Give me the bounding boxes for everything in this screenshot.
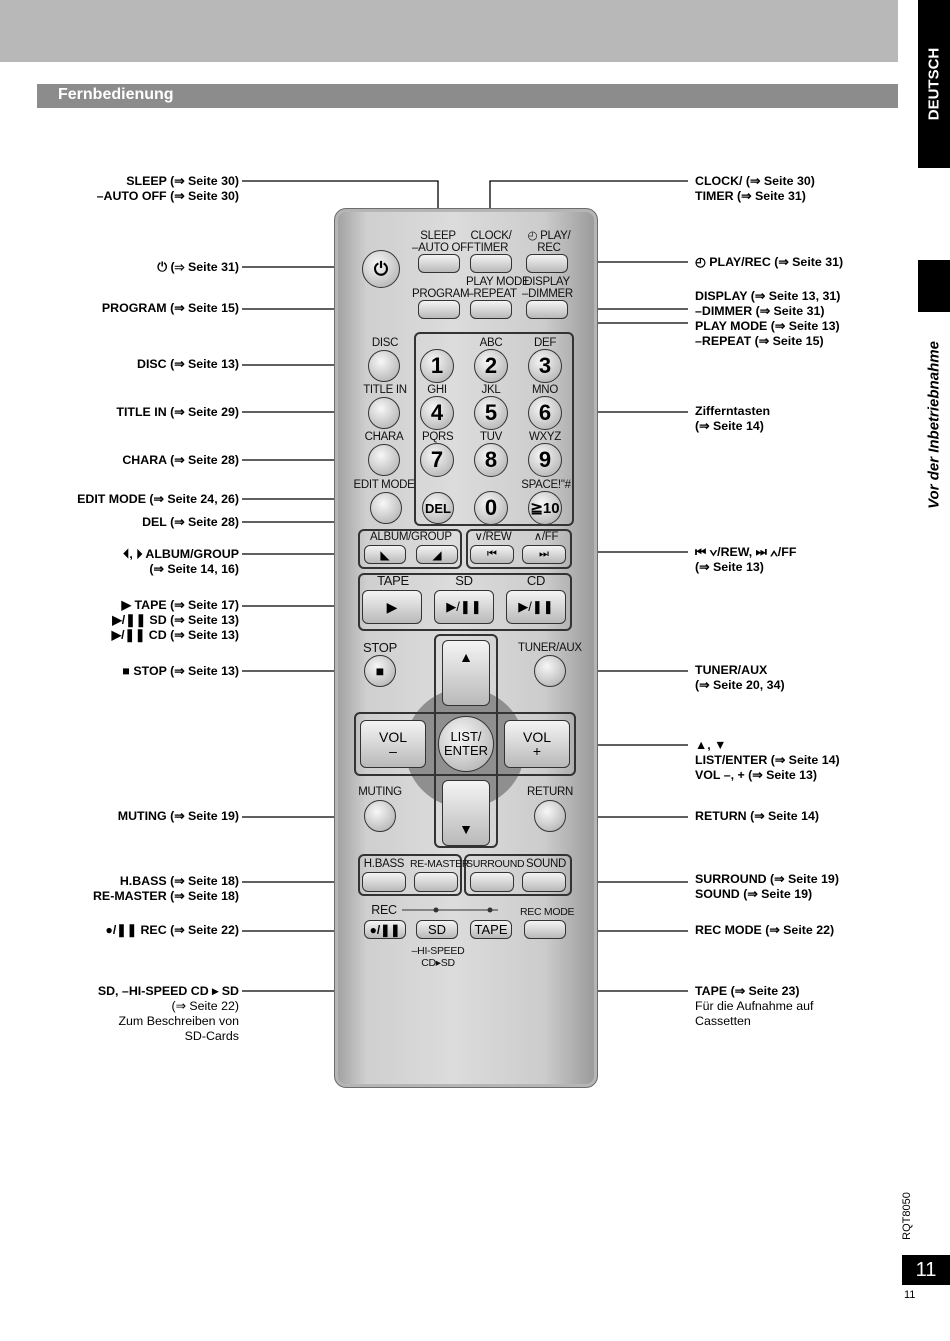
language-tab-label: DEUTSCH [925, 47, 943, 121]
stop-button[interactable] [364, 655, 396, 687]
vol-label: VOL [522, 729, 551, 745]
digit-0-button[interactable]: 0 [474, 491, 508, 525]
up-arrow-icon: ▲ [459, 649, 473, 665]
del-label: DEL [425, 500, 451, 516]
rec-button[interactable] [364, 920, 406, 939]
play-rec-button[interactable] [526, 254, 568, 273]
play-icon: ▶ [386, 598, 398, 615]
remote-label-chara: CHARA [364, 431, 404, 443]
doc-code-label: RQT8050 [901, 1192, 913, 1240]
callout-clock-timer: CLOCK/ (⇒ Seite 30) TIMER (⇒ Seite 31) [695, 174, 815, 203]
enter-label: ENTER [443, 743, 489, 758]
remote-label-program: PROGRAM [412, 288, 470, 300]
album-prev-button[interactable] [364, 545, 406, 564]
doc-code [895, 1190, 919, 1242]
callout-number-keys: Zifferntasten (⇒ Seite 14) [695, 404, 771, 433]
minus-label: – [389, 743, 397, 759]
list-enter-button[interactable] [438, 716, 494, 772]
letters-ghi: GHI [427, 384, 447, 396]
muting-button[interactable] [364, 800, 396, 832]
letters-def: DEF [533, 337, 557, 349]
callout-hbass: H.BASS (⇒ Seite 18) RE-MASTER (⇒ Seite 18) [92, 874, 239, 903]
callout-sleep: SLEEP (⇒ Seite 30) –AUTO OFF (⇒ Seite 30) [96, 174, 239, 203]
sound-button[interactable] [522, 872, 566, 892]
return-button[interactable] [534, 800, 566, 832]
letters-mno: MNO [532, 384, 558, 396]
sleep-button[interactable] [418, 254, 460, 273]
letters-abc: ABC [479, 337, 503, 349]
digit-6-button[interactable]: 6 [528, 396, 562, 430]
page-number-box: 11 [902, 1255, 950, 1285]
digit-2-button[interactable]: 2 [474, 349, 508, 383]
callout-arrows-vol: ▲, ▼ LIST/ENTER (⇒ Seite 14) VOL –, + (⇒ Seite 13) [695, 738, 840, 782]
down-button[interactable] [442, 780, 490, 846]
letters-jkl: JKL [481, 384, 501, 396]
callout-chara: CHARA (⇒ Seite 28) [122, 453, 239, 467]
tape-play-button[interactable] [362, 590, 422, 624]
callout-playback: ▶ TAPE (⇒ Seite 17) ▶/❚❚ SD (⇒ Seite 13) ▶/❚❚ CD (⇒ Seite 13) [111, 598, 239, 642]
skip-forward-icon: ⏭ [539, 548, 549, 560]
chara-button[interactable] [368, 444, 400, 476]
program-button[interactable] [418, 300, 460, 319]
play-pause-icon: ▶/❚❚ [518, 599, 554, 614]
remote-label-edit-mode: EDIT MODE [353, 479, 415, 491]
callout-rec-mode: REC MODE (⇒ Seite 22) [695, 923, 835, 937]
remote-label-remaster: RE-MASTER [410, 858, 470, 870]
tuner-aux-button[interactable] [534, 655, 566, 687]
power-icon: ⏻ [373, 258, 389, 279]
digit-1-button[interactable]: 1 [420, 349, 454, 383]
display-button[interactable] [526, 300, 568, 319]
callout-skip: ⏮ ∨/REW, ⏭ ∧/FF (⇒ Seite 13) [695, 545, 797, 574]
callout-program: PROGRAM (⇒ Seite 15) [101, 301, 239, 315]
remaster-button[interactable] [414, 872, 458, 892]
edit-mode-button[interactable] [370, 492, 402, 524]
rec-pause-icon: ●/❚❚ [369, 922, 401, 937]
plus-label: + [532, 743, 542, 759]
power-button[interactable] [362, 250, 400, 288]
remote-label-rew: ∨/REW [474, 531, 512, 543]
play-mode-button[interactable] [470, 300, 512, 319]
callout-album-group: ⏴, ⏵ ALBUM/GROUP (⇒ Seite 14, 16) [123, 547, 239, 576]
remote-label-tape: TAPE [377, 573, 409, 588]
up-button[interactable] [442, 640, 490, 706]
ff-button[interactable] [522, 545, 566, 564]
digit-5-button[interactable]: 5 [474, 396, 508, 430]
album-next-icon: ◢ [432, 547, 442, 562]
list-label: LIST/ [450, 729, 482, 744]
callout-surround-sound: SURROUND (⇒ Seite 19) SOUND (⇒ Seite 19) [695, 872, 839, 901]
remote-label-muting: MUTING [358, 786, 402, 798]
callout-title-in: TITLE IN (⇒ Seite 29) [116, 405, 239, 419]
tape-rec-button[interactable] [470, 920, 512, 939]
callout-tuner-aux: TUNER/AUX (⇒ Seite 20, 34) [695, 663, 785, 692]
page-number-small: 11 [904, 1289, 916, 1301]
album-prev-icon: ◣ [380, 547, 390, 562]
vol-down-button[interactable] [360, 720, 426, 768]
del-button[interactable] [422, 492, 454, 524]
rew-button[interactable] [470, 545, 514, 564]
remote-label-play-mode: PLAY MODE –REPEAT [466, 276, 530, 300]
remote-label-cd: CD [526, 573, 546, 588]
remote-label-display: DISPLAY –DIMMER [522, 276, 573, 300]
callout-display-playmode: DISPLAY (⇒ Seite 13, 31) –DIMMER (⇒ Seite 31) PLAY MODE (⇒ Seite 13) –REPEAT (⇒ Seite 15) [695, 289, 841, 348]
digit-4-button[interactable]: 4 [420, 396, 454, 430]
surround-button[interactable] [470, 872, 514, 892]
down-arrow-icon: ▼ [459, 821, 473, 837]
digit-7-button[interactable]: 7 [420, 443, 454, 477]
remote-label-hbass: H.BASS [363, 858, 405, 870]
clock-timer-button[interactable] [470, 254, 512, 273]
callout-del: DEL (⇒ Seite 28) [142, 515, 239, 529]
remote-label-sd: SD [455, 573, 473, 588]
remote-label-ff: ∧/FF [533, 531, 559, 543]
remote-label-disc: DISC [371, 337, 399, 349]
remote-label-play-rec: ◴ PLAY/ REC [527, 230, 571, 254]
letters-pqrs: PQRS [422, 431, 454, 443]
remote-label-rec: REC [371, 903, 397, 917]
play-pause-icon: ▶/❚❚ [446, 599, 482, 614]
vol-label: VOL [378, 729, 407, 745]
remote-label-clock: CLOCK/ TIMER [470, 230, 512, 254]
letters-space: SPACE!"# [521, 479, 571, 491]
remote-label-stop: STOP [363, 640, 397, 655]
rec-mode-button[interactable] [524, 920, 566, 939]
callout-return: RETURN (⇒ Seite 14) [695, 809, 819, 823]
sd-rec-button[interactable] [416, 920, 458, 939]
callout-rec: ●/❚❚ REC (⇒ Seite 22) [105, 923, 239, 937]
callout-edit-mode: EDIT MODE (⇒ Seite 24, 26) [77, 492, 239, 506]
digit-10plus-button[interactable]: ≧10 [528, 491, 562, 525]
sd-play-pause-button[interactable] [434, 590, 494, 624]
section-title: Fernbedienung [58, 86, 174, 103]
title-in-button[interactable] [368, 397, 400, 429]
remote-label-hispeed: –HI-SPEED CD▸SD [411, 945, 465, 969]
digit-3-button[interactable]: 3 [528, 349, 562, 383]
callout-tape: TAPE (⇒ Seite 23) Für die Aufnahme auf Cassetten [695, 984, 814, 1028]
callout-play-rec: ◴ PLAY/REC (⇒ Seite 31) [695, 255, 844, 269]
remote-label-surround: SURROUND [466, 858, 525, 870]
disc-button[interactable] [368, 350, 400, 382]
remote-label-sleep: SLEEP –AUTO OFF [412, 230, 474, 254]
remote-label-album-group: ALBUM/GROUP [370, 531, 452, 543]
hbass-button[interactable] [362, 872, 406, 892]
rec-bracket [400, 904, 500, 916]
remote-label-return: RETURN [526, 786, 574, 798]
digit-9-button[interactable]: 9 [528, 443, 562, 477]
letters-tuv: TUV [479, 431, 503, 443]
stop-icon: ■ [375, 663, 385, 679]
vol-up-button[interactable] [504, 720, 570, 768]
skip-back-icon: ⏮ [487, 548, 497, 560]
album-next-button[interactable] [416, 545, 458, 564]
callout-disc: DISC (⇒ Seite 13) [137, 357, 239, 371]
remote-label-rec-mode: REC MODE [520, 906, 575, 918]
callout-stop: ■ STOP (⇒ Seite 13) [122, 664, 239, 678]
callout-power: ⏻ (⇒ Seite 31) [157, 260, 239, 274]
callout-sd-hispeed: SD, –HI-SPEED CD ▸ SD (⇒ Seite 22) Zum Beschreiben von SD-Cards [97, 984, 239, 1043]
callout-muting: MUTING (⇒ Seite 19) [117, 809, 239, 823]
digit-8-button[interactable]: 8 [474, 443, 508, 477]
chapter-tab-label: Vor der Inbetriebnahme [925, 341, 943, 509]
sd-rec-label: SD [427, 922, 447, 937]
cd-play-pause-button[interactable] [506, 590, 566, 624]
letters-wxyz: WXYZ [528, 431, 562, 443]
remote-label-sound: SOUND [525, 858, 567, 870]
tape-rec-label: TAPE [474, 922, 508, 937]
remote-label-title-in: TITLE IN [363, 384, 407, 396]
remote-label-tuner-aux: TUNER/AUX [518, 642, 582, 654]
